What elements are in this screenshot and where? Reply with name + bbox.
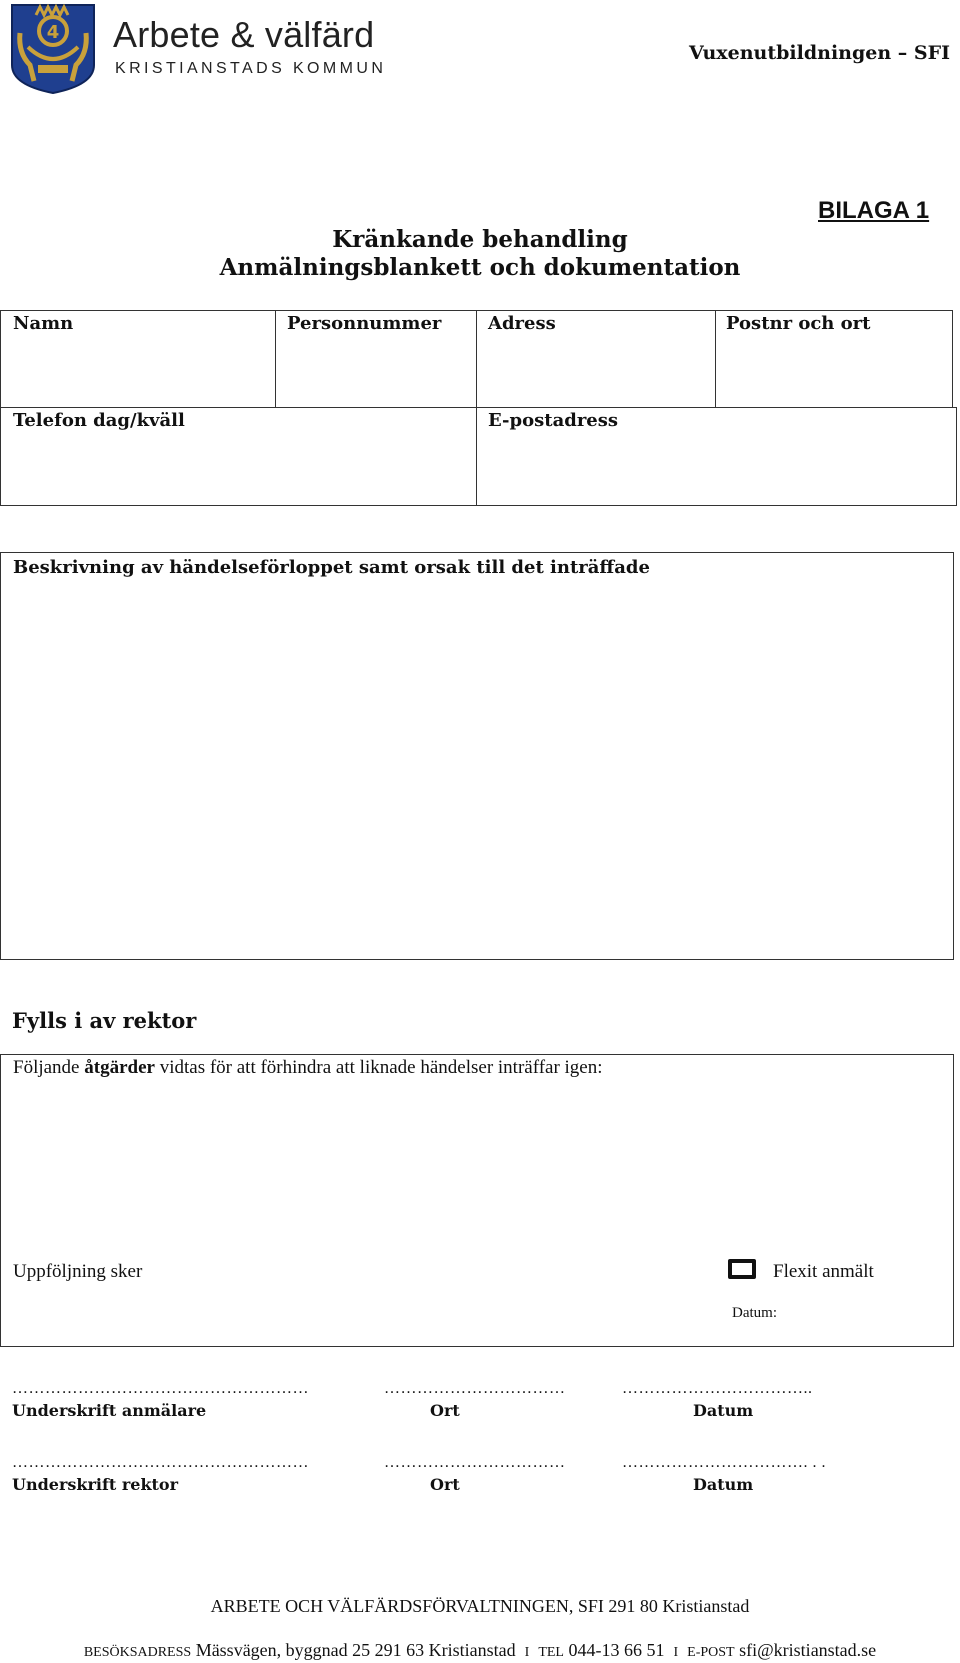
- form-title: Kränkande behandling: [332, 226, 628, 253]
- address-field-box[interactable]: [476, 310, 716, 408]
- principal-place-label: Ort: [430, 1475, 460, 1494]
- personnummer-label: Personnummer: [287, 313, 442, 334]
- email-field-box[interactable]: [476, 407, 957, 506]
- svg-text:4: 4: [46, 22, 60, 43]
- principal-date-label: Datum: [693, 1475, 754, 1494]
- followup-label: Uppföljning sker: [13, 1261, 143, 1282]
- description-field-box[interactable]: [0, 552, 954, 960]
- footer-contact: [0, 1640, 960, 1661]
- email-label: E-postadress: [488, 410, 619, 431]
- visit-address-label: BESÖKSADRESS: [83, 1645, 192, 1660]
- place-line-reporter[interactable]: ……………………………: [384, 1380, 566, 1397]
- email-label-footer: E-POST: [687, 1645, 735, 1660]
- reporter-signature-label: Underskrift anmälare: [12, 1401, 207, 1420]
- date-label: Datum:: [732, 1305, 777, 1321]
- form-subtitle: Anmälningsblankett och dokumentation: [219, 254, 741, 281]
- org-name: Arbete & välfärd: [113, 14, 375, 55]
- phone-number: 044-13 66 51: [568, 1640, 665, 1660]
- place-line-principal[interactable]: ……………………………: [384, 1454, 566, 1471]
- measures-text: Följande åtgärder vidtas för att förhindra att liknade händelser inträffar igen:: [13, 1057, 603, 1078]
- flexit-label: Flexit anmält: [773, 1261, 874, 1282]
- org-subtitle: KRISTIANSTADS KOMMUN: [115, 60, 387, 77]
- footer-separator: I: [673, 1645, 679, 1660]
- email-address[interactable]: sfi@kristianstad.se: [739, 1640, 877, 1660]
- footer-separator: I: [524, 1645, 530, 1660]
- description-label: Beskrivning av händelseförloppet samt orsak till det inträffade: [13, 557, 650, 578]
- postal-field-box[interactable]: [715, 310, 953, 408]
- department-name: Vuxenutbildningen – SFI: [688, 42, 950, 64]
- flexit-checkbox[interactable]: [728, 1259, 756, 1279]
- reporter-date-label: Datum: [693, 1401, 754, 1420]
- attachment-label: BILAGA 1: [818, 197, 930, 224]
- municipality-coat-of-arms-logo: [10, 3, 96, 95]
- principal-signature-label: Underskrift rektor: [12, 1475, 179, 1494]
- personnummer-field-box[interactable]: [275, 310, 477, 408]
- signature-line-principal[interactable]: ………………………………………………: [12, 1454, 309, 1471]
- name-field-box[interactable]: [0, 310, 276, 408]
- date-line-principal[interactable]: ……………………………. . .: [622, 1454, 826, 1471]
- signature-line-reporter[interactable]: ………………………………………………: [12, 1380, 309, 1397]
- address-label: Adress: [488, 313, 556, 334]
- reporter-place-label: Ort: [430, 1401, 460, 1420]
- measures-box[interactable]: [0, 1054, 954, 1347]
- name-label: Namn: [13, 313, 74, 334]
- phone-label: Telefon dag/kväll: [13, 410, 185, 431]
- date-line-reporter[interactable]: ……………………………..: [622, 1380, 813, 1397]
- visit-address: Mässvägen, byggnad 25 291 63 Kristianstad: [195, 1640, 516, 1660]
- footer-org-address: ARBETE OCH VÄLFÄRDSFÖRVALTNINGEN, SFI 291 80 Kristianstad: [210, 1596, 750, 1616]
- principal-section-heading: Fylls i av rektor: [12, 1008, 197, 1033]
- phone-label-footer: TEL: [538, 1645, 564, 1660]
- phone-field-box[interactable]: [0, 407, 477, 506]
- postal-label: Postnr och ort: [726, 313, 871, 334]
